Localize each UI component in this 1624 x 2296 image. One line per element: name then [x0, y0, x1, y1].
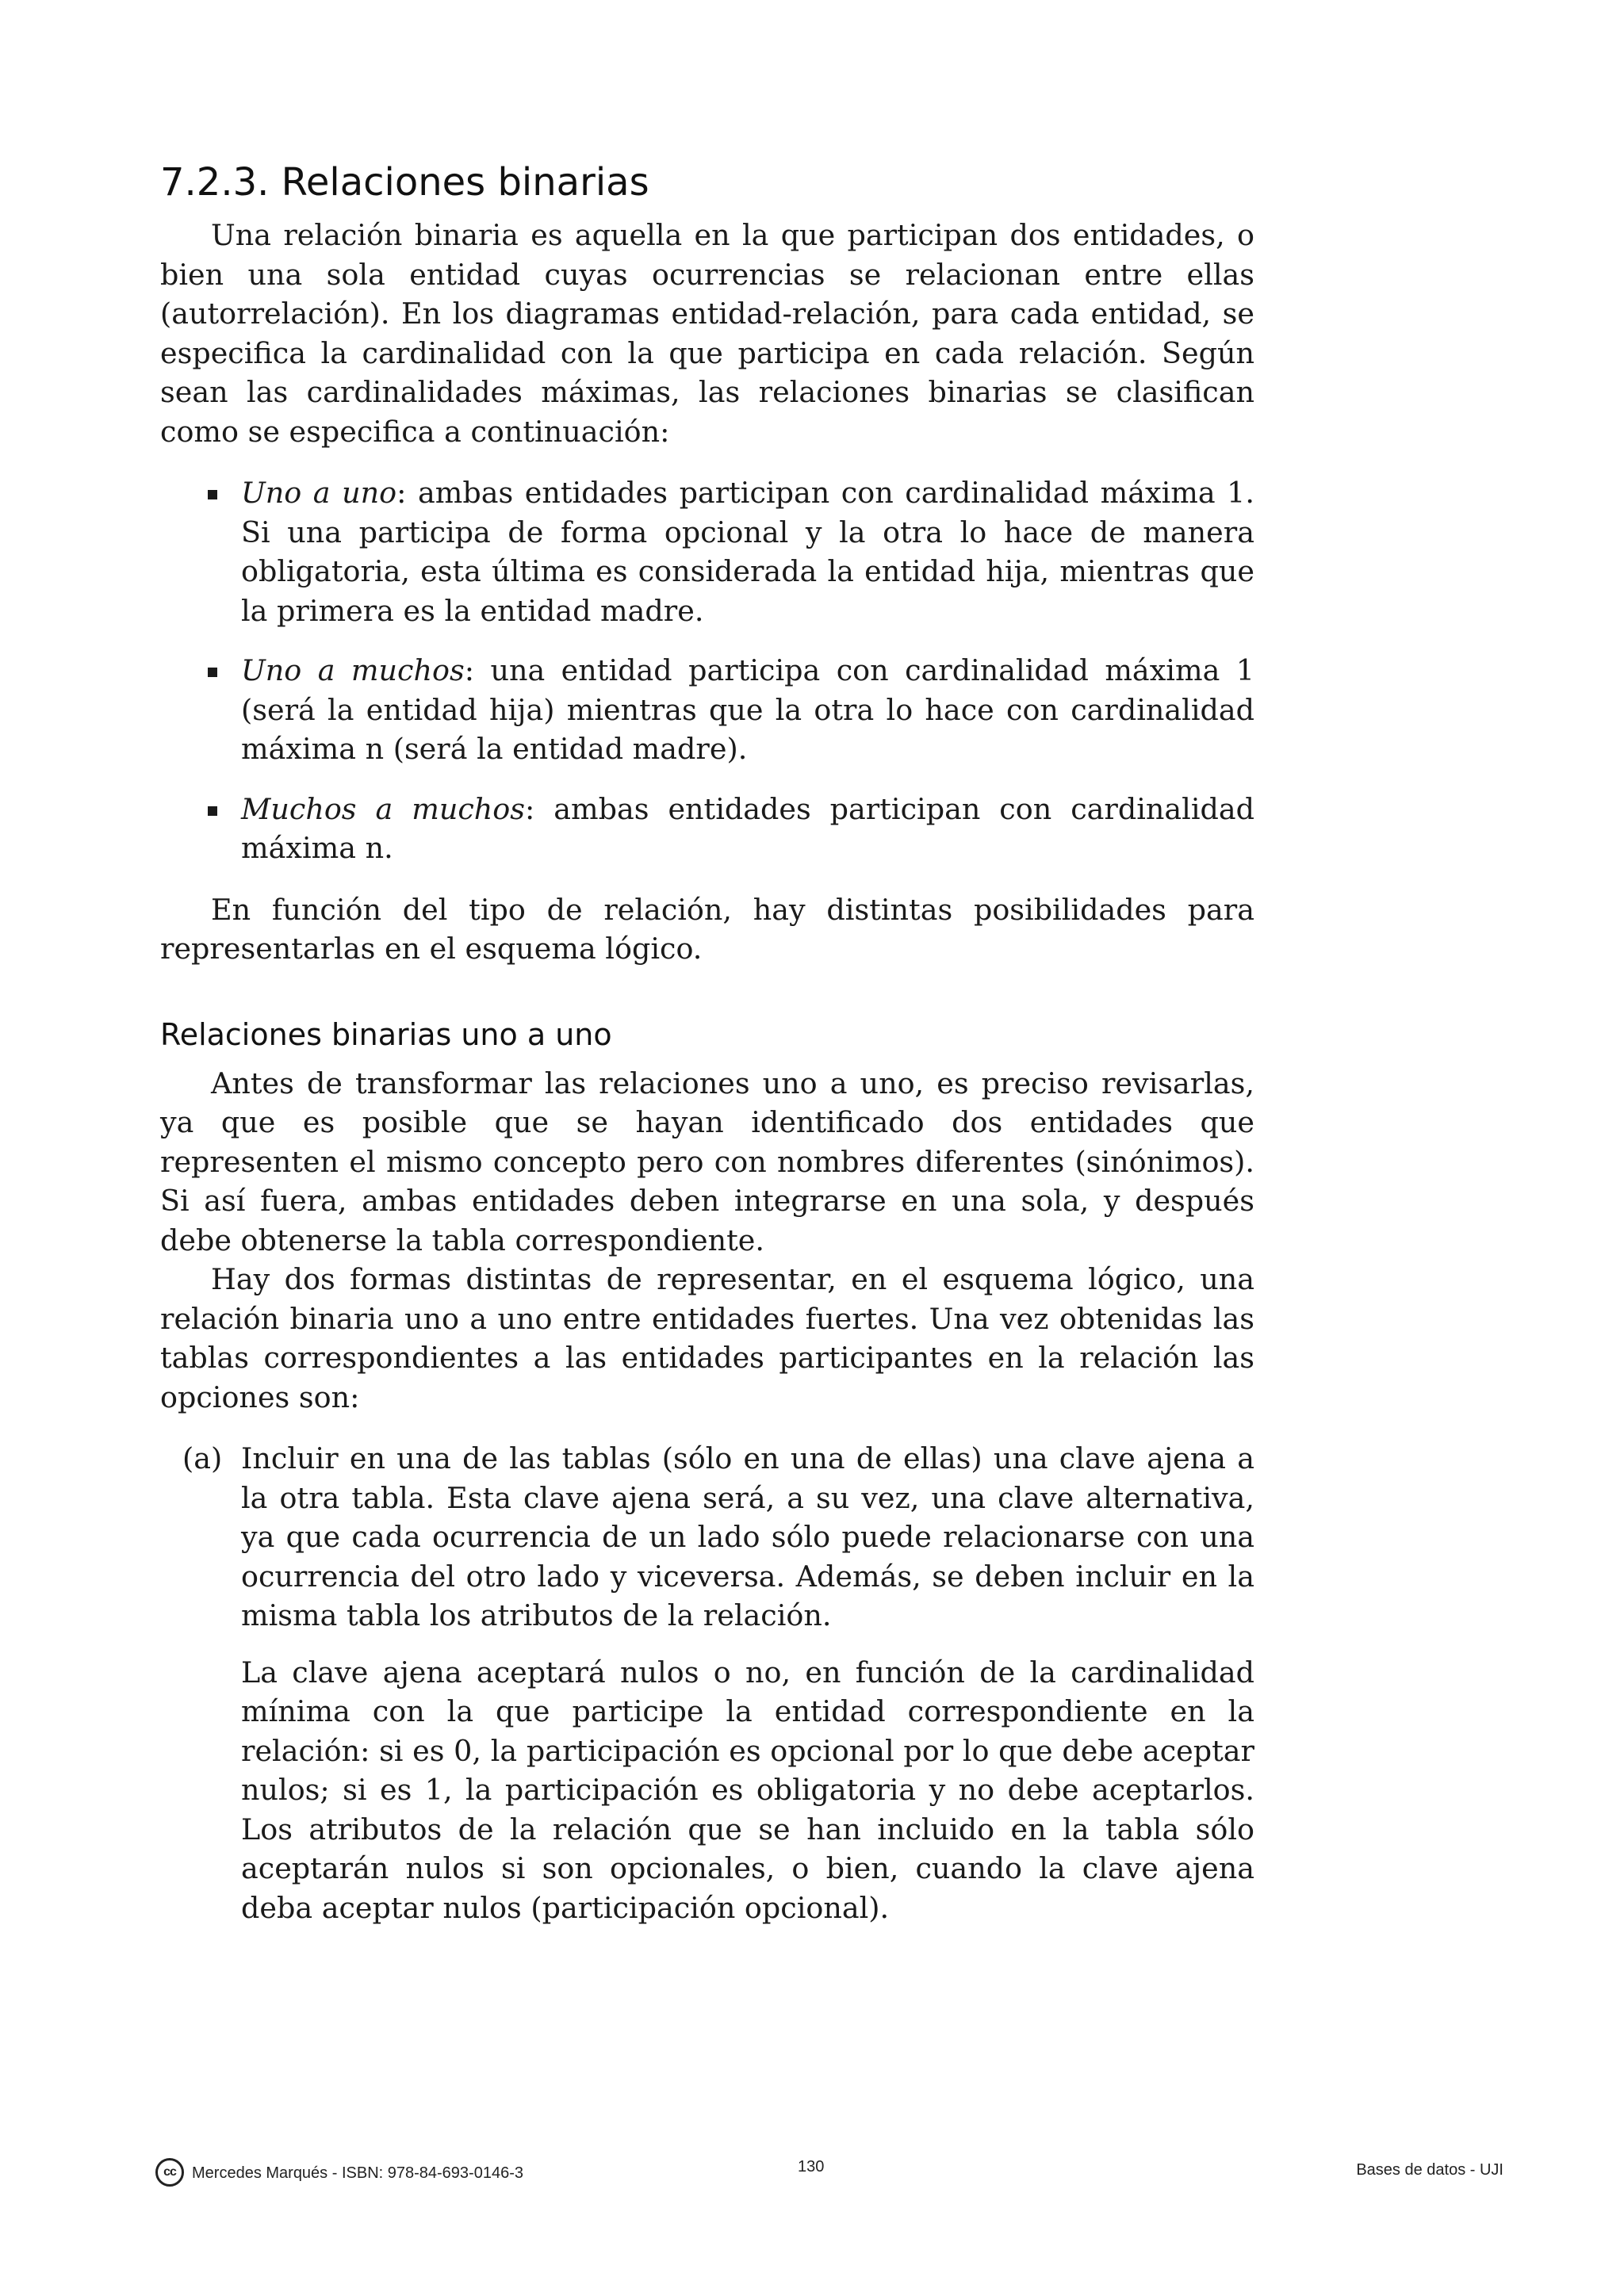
list-item-term: Muchos a muchos	[241, 791, 525, 826]
option-item	[160, 1439, 1254, 1927]
bullet-square-icon	[208, 668, 217, 677]
page-number: 130	[798, 2158, 825, 2175]
subsection-title: Relaciones binarias uno a uno	[160, 1016, 612, 1052]
option-paragraph-2: La clave ajena aceptará nulos o no, en función de la cardinalidad mínima con la que participe la entidad correspondiente en la relación: si es 0, la participación es opcional por lo que debe aceptar nulos; si es 1, la participación es obligatoria y no debe aceptarlos. Los atributos de la relación que se han incluido en la tabla sólo aceptarán nulos si son opcionales, o bien, cuando la clave ajena deba aceptar nulos (participación opcional).	[241, 1655, 1254, 1925]
list-item-text: : ambas entidades participan con cardinalidad máxima 1. Si una participa de forma opcional y la otra lo hace de manera obligatoria, esta última es considerada la entidad hija, mientras que la primera es la entidad madre.	[241, 476, 1254, 628]
list-item-text: : una entidad participa con cardinalidad máxima 1 (será la entidad hija) mientras que la otra lo hace con cardinalidad máxima n (será la entidad madre).	[241, 653, 1255, 766]
option-marker: (a)	[182, 1441, 223, 1475]
section-intro-paragraph: Una relación binaria es aquella en la que participan dos entidades, o bien una sola entidad cuyas ocurrencias se relacionan entre ellas (autorrelación). En los diagramas entidad-relación, para cada entidad, se especifica la cardinalidad con la que participa en cada relación. Según sean las cardinalidades máximas, las relaciones binarias se clasifican como se especifica a continuación:	[160, 218, 1254, 449]
creative-commons-icon: cc	[155, 2158, 184, 2187]
list-item-term: Uno a uno	[241, 476, 397, 510]
options-list	[160, 1439, 1254, 1927]
section-title: 7.2.3. Relaciones binarias	[160, 160, 649, 205]
subsection-paragraph-2: Hay dos formas distintas de representar, en el esquema lógico, una relación binaria uno a uno entre entidades fuertes. Una vez obtenidas las tablas correspondientes a las entidades participantes en la relación las opciones son:	[160, 1262, 1254, 1414]
page-content	[160, 159, 1254, 1927]
page-footer	[155, 2158, 1503, 2190]
footer-book-title: Bases de datos - UJI	[1356, 2161, 1503, 2179]
list-item-text: : ambas entidades participan con cardinalidad máxima n.	[241, 791, 1254, 865]
list-item	[160, 651, 1254, 769]
bullet-square-icon	[208, 806, 217, 816]
subsection-paragraph-1: Antes de transformar las relaciones uno a uno, es preciso revisarlas, ya que es posible que se hayan identificado dos entidades que representen el mismo concepto pero con nombres diferentes (sinónimos). Si así fuera, ambas entidades deben integrarse en una sola, y después debe obtenerse la tabla correspondiente.	[160, 1066, 1254, 1257]
footer-author: Mercedes Marqués - ISBN: 978-84-693-0146-3	[192, 2164, 523, 2182]
section-closing-paragraph: En función del tipo de relación, hay distintas posibilidades para representarlas en el esquema lógico.	[160, 892, 1254, 966]
list-item	[160, 473, 1254, 630]
bullet-square-icon	[208, 490, 217, 499]
relation-types-list	[160, 473, 1254, 868]
list-item-term: Uno a muchos	[241, 653, 465, 687]
option-paragraph-1: Incluir en una de las tablas (sólo en una de ellas) una clave ajena a la otra tabla. Esta clave ajena será, a su vez, una clave alternativa, ya que cada ocurrencia de un lado sólo puede relacionarse con una ocurrencia del otro lado y viceversa. Además, se deben incluir en la misma tabla los atributos de la relación.	[241, 1441, 1254, 1632]
list-item	[160, 790, 1254, 868]
